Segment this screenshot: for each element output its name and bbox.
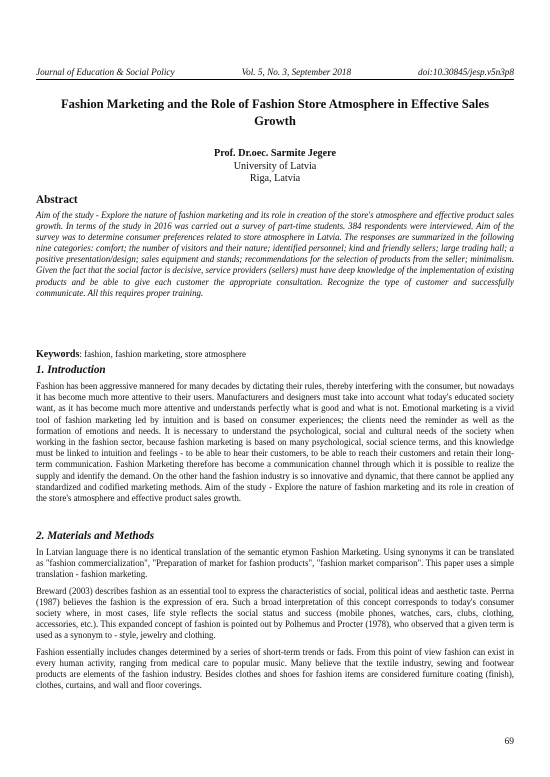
materials-methods-body [36,547,514,696]
doi: doi:10.30845/jesp.v5n3p8 [418,67,514,77]
introduction-body [36,381,514,509]
author-name: Prof. Dr.oec. Sarmite Jegere [213,148,336,159]
author-block [0,148,550,186]
paragraph: Fashion essentially includes changes determined by a series of short-term trends or fads. From this point of view fashion can exist in every human activity, ranging from medical care to popular music. Many believe that the textile industry, sewing and footwear products are elements of the fashion industry. Besides clothes and shoes for fashion items are considered furniture coating (finish), clothes, curtains, and wall and floor coverings. [36,646,514,691]
keywords-text: : fashion, fashion marketing, store atmosphere [79,349,247,359]
section-heading-introduction: 1. Introduction [36,364,106,376]
abstract-text: Aim of the study - Explore the nature of fashion marketing and its role in creation of the store's atmosphere and effective product sales growth. In terms of the study in 2016 was carried out a survey of part-time students. 384 respondents were interviewed. Aim of the survey was to determine consumer preferences related to store atmosphere in Latvia. The responses are summarized in the following nine categories: comfort; the number of visitors and their nature; identified personnel; kind and friendly sellers; large trading hall; a positive presentation/design; sales equipment and stands; recommendations for the selection of products from the seller; minimalism. Given the fact that the social factor is decisive, service providers (sellers) must have deep knowledge of the implementation of existing products and be able to give each customer the appropriate consultation. Recognize the type of customer and successfully communicate. All this requires proper training. [36,210,514,298]
journal-name: Journal of Education & Social Policy [36,67,175,77]
section-heading-materials-methods: 2. Materials and Methods [36,530,155,542]
paragraph: Breward (2003) describes fashion as an essential tool to express the characteristics of social, political ideas and aesthetic taste. Perrna (1987) believes the fashion is the expression of era. Such a broad interpretation of this concept corresponds to today's consumer society where, in most cases, life style reflects the social status and success (mobile phones, watches, cars, clubs, clothing, accessories, etc.). This expanded concept of fashion is pointed out by Polhemus and Procter (1978), who observed that a given term is used as a synonym to - style, jewelry and clothing. [36,585,514,641]
author-affiliation: University of Latvia [233,160,317,172]
keywords-line [36,349,514,360]
paragraph: Fashion has been aggressive mannered for many decades by dictating their rules, thereby interfering with the consumer, but nowadays it has become much more attentive to their users. Manufacturers and designers must take into account what today's educated society want, as it has become much more attentive and understands perfectly what is good and what is not. Emotional marketing is a vivid tool of fashion marketing led by intuition and is based on consumer experiences; the clients need the reminder as well as the formation of emotions and needs. It is necessary to understand the psychological, social and cultural needs of the society when working in the fashion sector, because fashion marketing is based on many psychological, social science terms, and this knowledge must be linked to intuition and feelings - to be able to hear their customers, to be able to reach their customers and retain their long-term communication. Fashion Marketing therefore has become a communication channel through which it is possible to realize the supply and identify the demand. On the other hand the fashion industry is so innovative and dynamic, that there cannot be applied any standardized and codified marketing methods. Aim of the study - Explore the nature of fashion marketing and its role in creation of the store's atmosphere and effective product sales growth. [36,381,514,504]
paper-title: Fashion Marketing and the Role of Fashion Store Atmosphere in Effective Sales Growth [60,97,490,128]
header-rule [36,79,514,80]
author-location: Riga, Latvia [249,173,301,184]
paragraph: In Latvian language there is no identical translation of the semantic etymon Fashion Marketing. Using synonyms it can be translated as "fashion commercialization", "Preparation of market for fashion products", "fashion market comparison". This paper uses a simple translation - fashion marketing. [36,547,514,580]
volume-info: Vol. 5, No. 3, September 2018 [241,67,352,77]
abstract-heading: Abstract [36,194,78,206]
page-number: 69 [504,737,514,747]
running-header [36,67,514,77]
keywords-label: Keywords [36,349,80,360]
